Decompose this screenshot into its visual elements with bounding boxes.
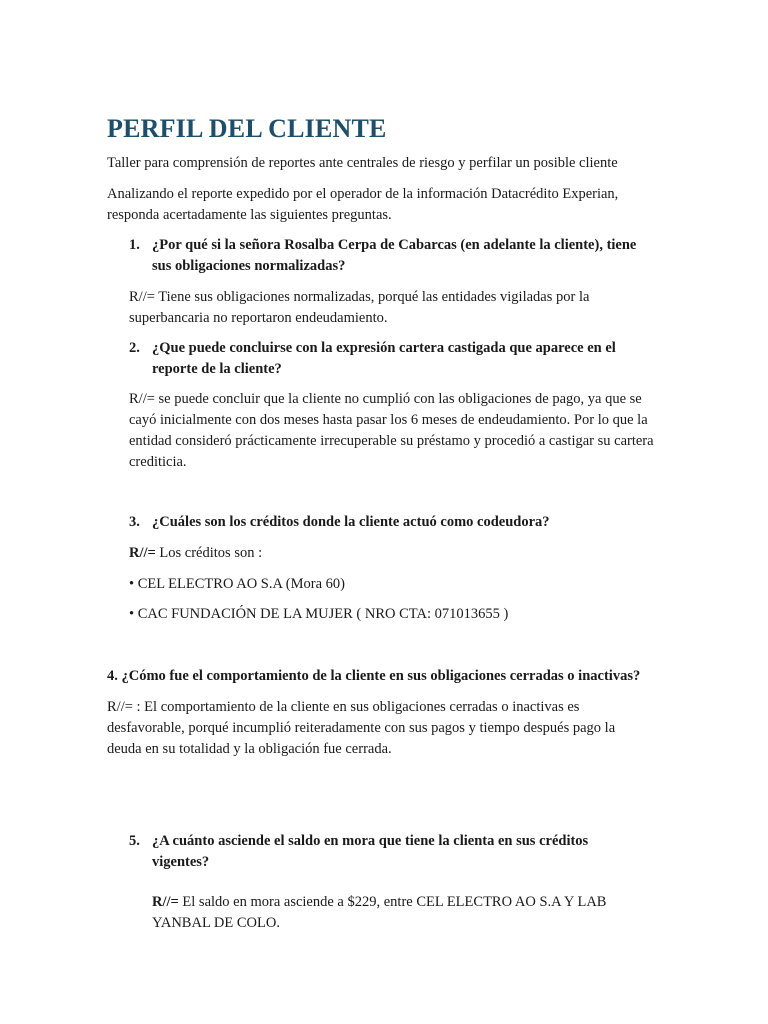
answer-3 [129, 543, 629, 564]
answer-text: Los créditos son : [155, 545, 263, 561]
document-title: PERFIL DEL CLIENTE [107, 114, 387, 143]
question-number: 4. [107, 668, 118, 684]
document-subtitle: Taller para comprensión de reportes ante centrales de riesgo y perfilar un posible cliente [107, 155, 618, 171]
answer-text: El saldo en mora asciende a $229, entre CEL ELECTRO AO S.A Y LAB YANBAL DE COLO. [152, 894, 607, 931]
answer-5 [152, 892, 642, 934]
question-number: 2. [129, 340, 140, 356]
answer-prefix: R//= [152, 894, 179, 910]
question-text: ¿Que puede concluirse con la expresión cartera castigada que aparece en el reporte de la cliente? [152, 340, 616, 377]
answer-1: R//= Tiene sus obligaciones normalizadas, porqué las entidades vigiladas por la superbancaria no reportaron endeudamiento. [129, 289, 590, 326]
codebtor-credit-item: • CEL ELECTRO AO S.A (Mora 60) [129, 576, 345, 592]
question-number: 1. [129, 237, 140, 253]
question-text: ¿Cómo fue el comportamiento de la cliente en sus obligaciones cerradas o inactivas? [121, 668, 641, 684]
question-3 [129, 512, 639, 533]
question-text: ¿Por qué si la señora Rosalba Cerpa de Cabarcas (en adelante la cliente), tiene sus obligaciones normalizadas? [152, 237, 637, 274]
answer-prefix: R//= [129, 545, 156, 561]
codebtor-credit-item: • CAC FUNDACIÓN DE LA MUJER ( NRO CTA: 071013655 ) [129, 606, 509, 622]
question-text: ¿A cuánto asciende el saldo en mora que tiene la clienta en sus créditos vigentes? [152, 833, 589, 870]
question-1 [129, 235, 639, 277]
answer-2: R//= se puede concluir que la cliente no cumplió con las obligaciones de pago, ya que se cayó inicialmente con dos meses hasta pasar los 6 meses de endeudamiento. Por lo que la entidad consideró prácticamente irrecuperable su préstamo y procedió a castigar su cartera crediticia. [129, 391, 654, 470]
question-text: ¿Cuáles son los créditos donde la cliente actuó como codeudora? [152, 514, 550, 530]
document-intro: Analizando el reporte expedido por el operador de la información Datacrédito Experian, responda acertadamente las siguientes preguntas. [107, 186, 619, 223]
answer-4: R//= : El comportamiento de la cliente en sus obligaciones cerradas o inactivas es desfavorable, porqué incumplió reiteradamente con sus pagos y tiempo después pago la deuda en su totalidad y la obligación fue cerrada. [107, 699, 616, 757]
question-number: 5. [129, 833, 140, 849]
question-4 [107, 666, 687, 687]
question-2 [129, 338, 639, 380]
question-number: 3. [129, 514, 140, 530]
question-5 [129, 831, 639, 873]
